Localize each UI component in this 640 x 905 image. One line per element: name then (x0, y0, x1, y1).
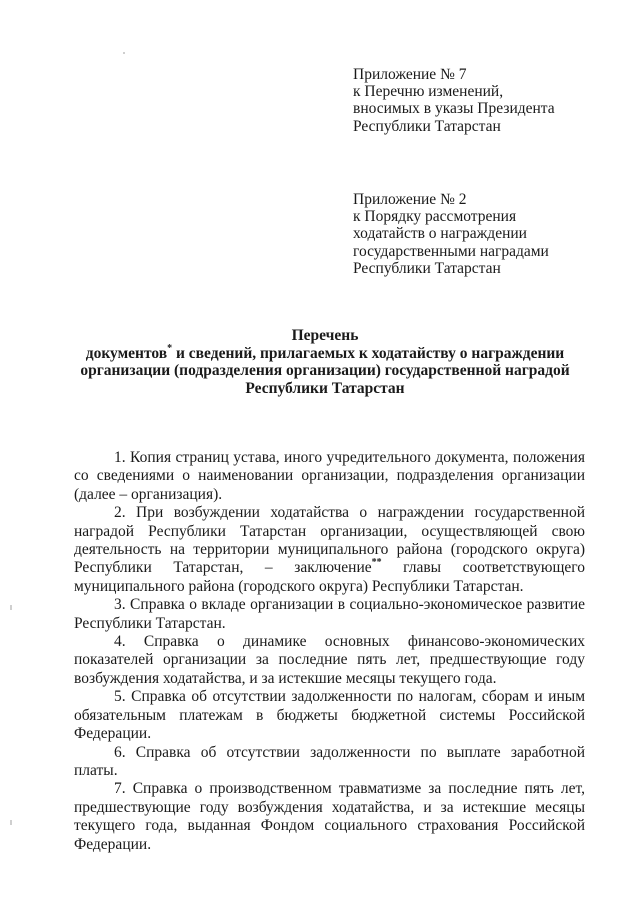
list-item-2-start: 2. При возбуждении ходатайства о награждении государственной наградой Республики Татарстан организации, осуществляющей свою деятельность на территории муниципального района (городского округа) Республики Татарстан, – заключение (74, 504, 585, 577)
document-title (62, 327, 588, 397)
document-body (74, 449, 585, 854)
title-line-2-end: и сведений, прилагаемых к ходатайству о награждении (172, 344, 565, 362)
title-line-2-start: документов (85, 344, 168, 362)
list-item-2-end: главы соответствующего муниципального района (городского округа) Республики Татарстан. (74, 559, 585, 595)
appendix-7-line: Приложение № 7 (353, 66, 467, 83)
title-line-2 (62, 342, 588, 363)
appendix-2-header (353, 191, 603, 277)
list-item-2 (74, 504, 585, 596)
scan-artifact (10, 605, 12, 610)
appendix-2-line: Приложение № 2 (353, 191, 467, 208)
title-line-1: Перечень (291, 327, 359, 344)
appendix-2-line: Республики Татарстан (353, 259, 501, 277)
appendix-7-line: Республики Татарстан (353, 117, 501, 135)
appendix-2-line: к Порядку рассмотрения (353, 208, 517, 226)
list-item-4: 4. Справка о динамике основных финансово-экономических показателей организации за последние пять лет, предшествующие году возбуждения ходатайства, и за истекшие месяцы текущего года. (74, 633, 585, 687)
appendix-2-line: ходатайств о награждении (353, 225, 527, 243)
appendix-7-header (353, 66, 603, 135)
appendix-7-line: вносимых в указы Президента (353, 100, 555, 118)
list-item-1: 1. Копия страниц устава, иного учредительного документа, положения со сведениями о наименовании организации, подразделения организации (далее – организация). (74, 449, 585, 503)
footnote-mark: ** (371, 557, 382, 569)
list-item-3: 3. Справка о вкладе организации в социально-экономическое развитие Республики Татарстан. (74, 596, 585, 632)
footnote-mark: * (167, 342, 173, 354)
scan-artifact (10, 820, 12, 825)
title-line-4: Республики Татарстан (245, 379, 405, 397)
title-line-3: организации (подразделения организации) государственной наградой (80, 362, 570, 380)
scan-artifact (123, 52, 125, 54)
appendix-2-line: государственными наградами (353, 242, 549, 260)
list-item-6: 6. Справка об отсутствии задолженности по выплате заработной платы. (74, 743, 585, 779)
appendix-7-line: к Перечню изменений, (353, 83, 504, 101)
list-item-7: 7. Справка о производственном травматизме за последние пять лет, предшествующие году возбуждения ходатайства, и за истекшие месяцы текущего года, выданная Фондом социального страхования Российской Федерации. (74, 780, 585, 853)
list-item-5: 5. Справка об отсутствии задолженности по налогам, сборам и иным обязательным платежам в бюджеты бюджетной системы Российской Федерации. (74, 688, 585, 743)
